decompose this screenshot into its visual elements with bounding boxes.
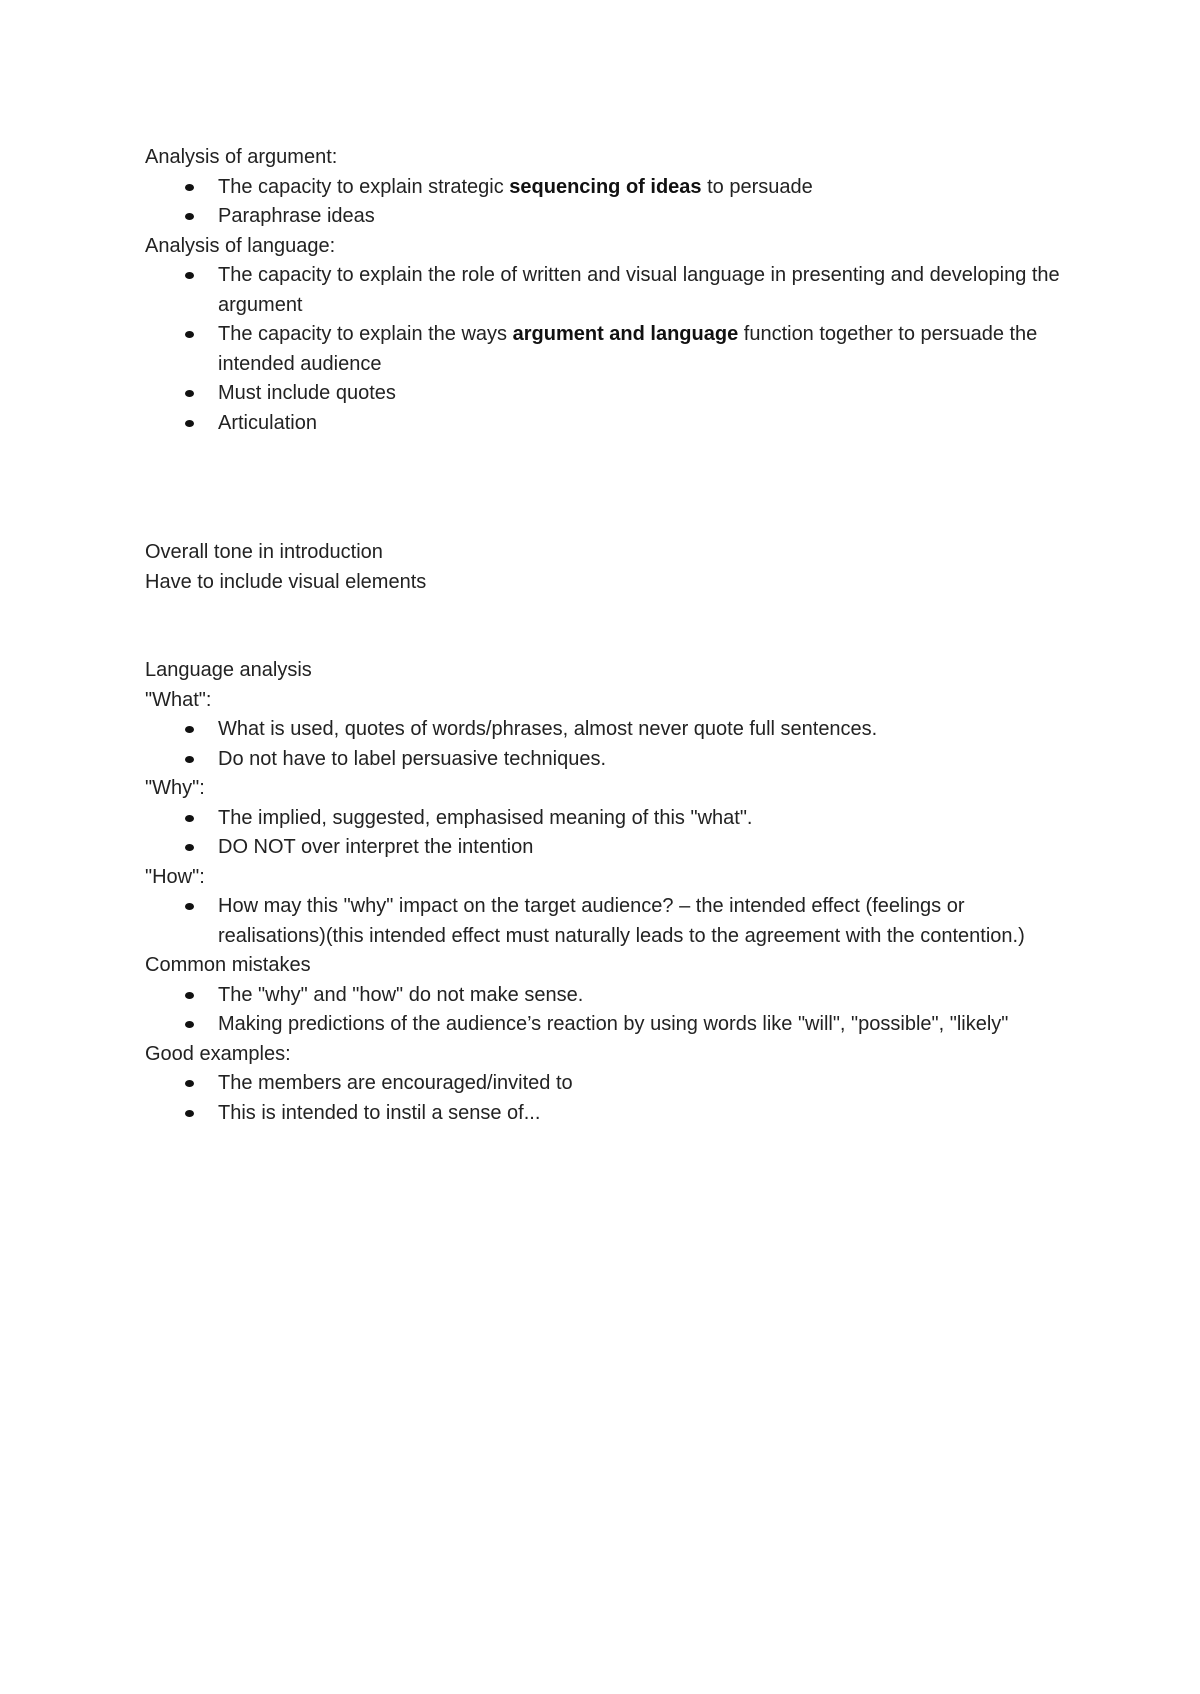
bullet-icon <box>185 903 194 910</box>
list-item-text-pre: The capacity to explain strategic <box>218 175 510 198</box>
bullet-icon <box>185 272 194 279</box>
bullet-icon <box>185 844 194 851</box>
list-item <box>145 1010 1065 1040</box>
list-item <box>145 981 1065 1011</box>
bullet-icon <box>185 390 194 397</box>
list-item <box>145 892 1065 951</box>
how-list <box>145 892 1065 951</box>
list-item-text: Making predictions of the audience’s reaction by using words like "will", "possible", "likely" <box>218 1013 1009 1035</box>
section-heading-language: Analysis of language: <box>145 234 336 257</box>
list-item <box>145 715 1065 745</box>
list-item-text: DO NOT over interpret the intention <box>218 836 534 858</box>
section-heading-analysis: Language analysis <box>145 659 312 681</box>
list-item-text: The members are encouraged/invited to <box>218 1072 573 1094</box>
subheading-what: "What": <box>145 688 212 711</box>
bullet-icon <box>185 756 194 763</box>
bullet-icon <box>185 1080 194 1087</box>
list-item-text-post: to persuade <box>701 175 813 198</box>
list-item-text: Paraphrase ideas <box>218 205 375 227</box>
document-page <box>145 143 1065 1128</box>
list-item-text: Do not have to label persuasive techniques. <box>218 747 607 770</box>
list-item <box>145 202 1065 232</box>
bullet-icon <box>185 992 194 999</box>
list-item <box>145 1099 1065 1129</box>
list-item <box>145 1069 1065 1099</box>
bullet-icon <box>185 1021 194 1028</box>
spacer <box>145 597 1065 656</box>
bullet-icon <box>185 815 194 822</box>
what-list <box>145 715 1065 774</box>
list-item <box>145 409 1065 439</box>
tone-line: Overall tone in introduction <box>145 541 383 563</box>
list-item <box>145 804 1065 834</box>
list-item <box>145 173 1065 203</box>
spacer <box>145 438 1065 538</box>
list-item-text: The capacity to explain the role of written and visual language in presenting and developing the argument <box>218 264 1060 316</box>
section-heading-mistakes: Common mistakes <box>145 954 311 976</box>
bullet-icon <box>185 420 194 427</box>
visual-elements-line: Have to include visual elements <box>145 570 427 593</box>
list-item-text: The implied, suggested, emphasised meaning of this "what". <box>218 806 753 829</box>
bullet-icon <box>185 726 194 733</box>
list-item <box>145 320 1065 379</box>
section-heading-examples: Good examples: <box>145 1042 291 1065</box>
argument-list <box>145 173 1065 232</box>
list-item-text: This is intended to instil a sense of... <box>218 1101 541 1124</box>
list-item-text: Articulation <box>218 411 317 434</box>
list-item-text: The "why" and "how" do not make sense. <box>218 983 584 1006</box>
list-item-text: What is used, quotes of words/phrases, almost never quote full sentences. <box>218 718 878 740</box>
subheading-why: "Why": <box>145 777 205 799</box>
examples-list <box>145 1069 1065 1128</box>
bullet-icon <box>185 331 194 338</box>
list-item-text: Must include quotes <box>218 382 396 404</box>
list-item <box>145 261 1065 320</box>
list-item-text-post: function together to persuade the intended audience <box>218 323 1038 375</box>
list-item <box>145 833 1065 863</box>
bullet-icon <box>185 184 194 191</box>
bullet-icon <box>185 213 194 220</box>
list-item-bold: sequencing of ideas <box>509 175 702 198</box>
bullet-icon <box>185 1110 194 1117</box>
list-item-text: How may this "why" impact on the target audience? – the intended effect (feelings or realisations)(this intended effect must naturally leads to the agreement with the contention.) <box>218 895 1025 947</box>
list-item-text-pre: The capacity to explain the ways <box>218 323 513 345</box>
list-item <box>145 745 1065 775</box>
list-item <box>145 379 1065 409</box>
mistakes-list <box>145 981 1065 1040</box>
subheading-how: "How": <box>145 865 205 888</box>
language-list <box>145 261 1065 438</box>
why-list <box>145 804 1065 863</box>
section-heading-argument: Analysis of argument: <box>145 146 338 168</box>
list-item-bold: argument and language <box>512 323 739 345</box>
